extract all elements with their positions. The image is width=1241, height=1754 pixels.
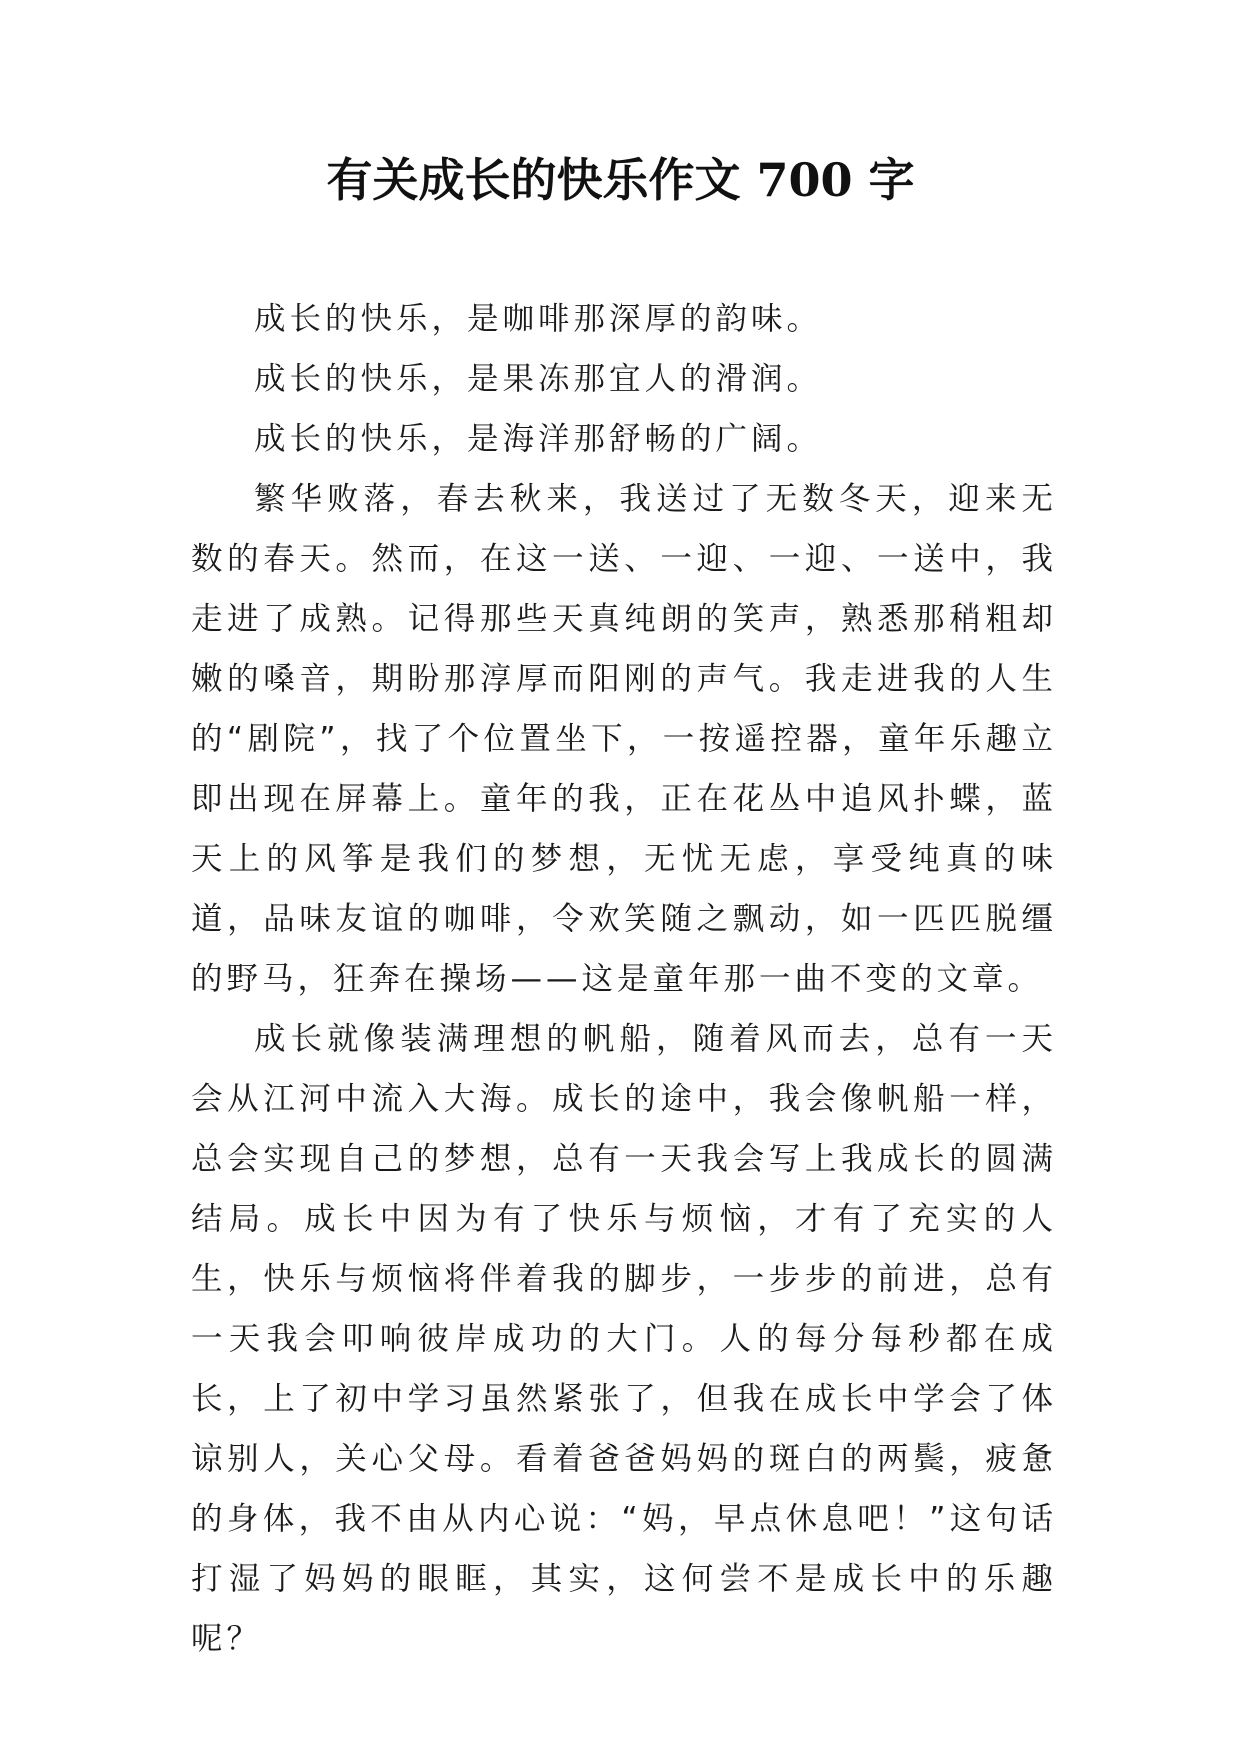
paragraph: 成长就像装满理想的帆船，随着风而去，总有一天会从江河中流入大海。成长的途中，我会像帆船一样，总会实现自己的梦想，总有一天我会写上我成长的圆满结局。成长中因为有了快乐与烦恼，才有了充实的人生，快乐与烦恼将伴着我的脚步，一步步的前进，总有一天我会叩响彼岸成功的大门。人的每分每秒都在成长，上了初中学习虽然紧张了，但我在成长中学会了体谅别人，关心父母。看着爸爸妈妈的斑白的两鬓，疲惫的身体，我不由从内心说：“妈，早点休息吧！”这句话打湿了妈妈的眼眶，其实，这何尝不是成长中的乐趣呢？ [191,1021,1057,1657]
paragraph: 繁华败落，春去秋来，我送过了无数冬天，迎来无数的春天。然而，在这一送、一迎、一迎、一送中，我走进了成熟。记得那些天真纯朗的笑声，熟悉那稍粗却嫩的嗓音，期盼那淳厚而阳刚的声气。我走进我的人生的“剧院”，找了个位置坐下，一按遥控器，童年乐趣立即出现在屏幕上。童年的我，正在花丛中追风扑蝶，蓝天上的风筝是我们的梦想，无忧无虑，享受纯真的味道，品味友谊的咖啡，令欢笑随之飘动，如一匹匹脱缰的野马，狂奔在操场——这是童年那一曲不变的文章。 [191,481,1057,997]
paragraph: 成长的快乐，是果冻那宜人的滑润。 [254,361,823,397]
paragraph: 成长的快乐，是咖啡那深厚的韵味。 [254,301,823,337]
paragraph: 成长的快乐，是海洋那舒畅的广阔。 [254,421,823,457]
document-title: 有关成长的快乐作文 700 字 [326,153,915,207]
document-body [191,289,1057,1669]
